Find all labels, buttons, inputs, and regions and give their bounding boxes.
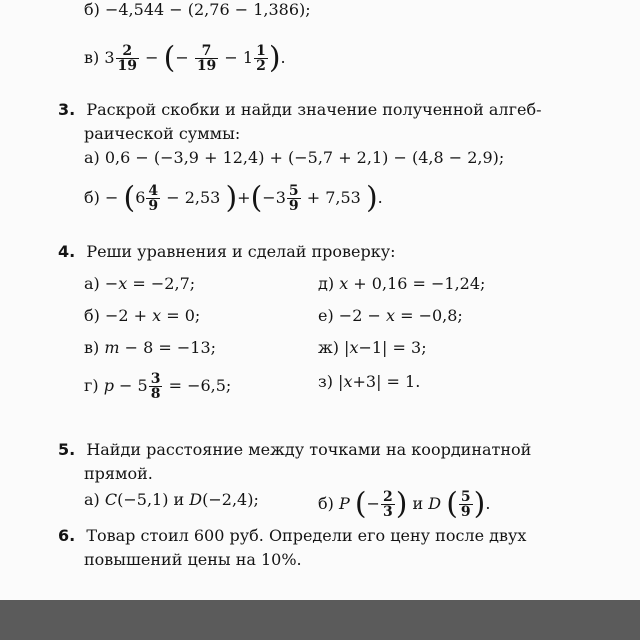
eq-label: б) — [318, 494, 339, 513]
fraction-2-19 — [116, 44, 139, 73]
problem-4b — [84, 306, 200, 326]
eq-rest: = 0; — [161, 306, 201, 325]
paren-right: ) — [225, 180, 238, 216]
eq-var: x — [343, 372, 353, 391]
problem-5a — [84, 490, 259, 510]
frac-num: 2 — [382, 489, 393, 505]
problem-4g — [84, 372, 231, 401]
p2v-mid: − 1 — [224, 48, 254, 67]
eq-mid: − 5 — [113, 376, 148, 395]
problem-3b — [84, 180, 383, 216]
problem-6-line2: повышений цены на 10%. — [84, 550, 302, 569]
eq-label: ж) | — [318, 338, 350, 357]
problem-number: 4. — [58, 242, 76, 261]
point-name: P — [338, 494, 350, 513]
frac-den: 2 — [256, 58, 266, 74]
eq-rest: = −2,7; — [127, 274, 196, 293]
eq-label: е) −2 − — [318, 306, 386, 325]
eq-var: p — [103, 376, 114, 395]
eq-var: x — [339, 274, 349, 293]
eq-label: в) — [84, 338, 105, 357]
bottom-bar — [0, 600, 640, 640]
problem-3-line2: раической суммы: — [84, 124, 241, 143]
p2v-minus: − — [145, 48, 159, 67]
fraction-7-19 — [195, 44, 218, 73]
p3b-mid1: − 2,53 — [166, 188, 221, 207]
p3b-plus: + — [237, 188, 251, 207]
p3b-mid2: + 7,53 — [306, 188, 361, 207]
paren-right: ) — [268, 40, 281, 76]
problem-3-text: Раскрой скобки и найди значение полученной алгеб- — [86, 100, 542, 119]
frac-num: 4 — [148, 183, 159, 199]
problem-3a: а) 0,6 − (−3,9 + 12,4) + (−5,7 + 2,1) − (4,8 − 2,9); — [84, 148, 505, 167]
problem-4a — [84, 274, 195, 294]
p2v-minus2: − — [175, 48, 189, 67]
problem-4e — [318, 306, 463, 326]
problem-4-line1 — [58, 242, 396, 262]
problem-4-text: Реши уравнения и сделай проверку: — [86, 242, 396, 261]
problem-4z — [318, 372, 420, 392]
eq-var: x — [349, 338, 359, 357]
paren-left: ( — [163, 40, 176, 76]
frac-num: 5 — [288, 183, 299, 199]
problem-number: 5. — [58, 440, 76, 459]
eq-var: m — [104, 338, 120, 357]
p3b-label: б) − — [84, 188, 119, 207]
minus: − — [366, 494, 380, 513]
problem-6-text: Товар стоил 600 руб. Определи его цену после двух — [86, 526, 527, 545]
frac-den: 9 — [148, 198, 159, 214]
frac-num: 7 — [195, 44, 218, 59]
eq-label: г) — [84, 376, 104, 395]
eq-var: x — [385, 306, 395, 325]
fraction-1-2 — [254, 44, 268, 73]
eq-label: з) | — [318, 372, 344, 391]
paren-right: ) — [473, 486, 486, 522]
eq-var: x — [152, 306, 162, 325]
p3b-whole2: −3 — [262, 188, 286, 207]
fraction-2-3 — [381, 490, 395, 519]
frac-den: 8 — [150, 386, 161, 402]
fraction-4-9 — [146, 184, 160, 213]
p2v-label: в) 3 — [84, 48, 115, 67]
problem-2v — [84, 40, 286, 76]
point-coord: (−5,1) и — [117, 490, 190, 509]
frac-num: 3 — [150, 371, 161, 387]
problem-5-line2: прямой. — [84, 464, 153, 483]
paren-right: ) — [365, 180, 378, 216]
paren-left: ( — [250, 180, 263, 216]
frac-num: 5 — [460, 489, 471, 505]
eq-rest: = −6,5; — [163, 376, 232, 395]
paren-right: ) — [395, 486, 408, 522]
eq-rest: = −0,8; — [395, 306, 463, 325]
problem-number: 6. — [58, 526, 76, 545]
point-coord: (−2,4); — [202, 490, 259, 509]
frac-num: 2 — [116, 44, 139, 59]
point-name: D — [189, 490, 203, 509]
fraction-5-9 — [287, 184, 301, 213]
eq-rest: +3| = 1. — [352, 372, 421, 391]
p3b-whole: 6 — [135, 188, 146, 207]
eq-rest: − 8 = −13; — [119, 338, 217, 357]
eq-rest: + 0,16 = −1,24; — [348, 274, 486, 293]
problem-4d — [318, 274, 485, 294]
eq-label: а) — [84, 490, 105, 509]
problem-4v — [84, 338, 216, 358]
problem-2b: б) −4,544 − (2,76 − 1,386); — [84, 0, 311, 19]
paren-left: ( — [123, 180, 136, 216]
period: . — [377, 188, 383, 207]
period: . — [280, 48, 286, 67]
eq-var: −x — [104, 274, 128, 293]
problem-5-text: Найди расстояние между точками на координатной — [86, 440, 532, 459]
problem-4zh — [318, 338, 427, 358]
fraction-3-8 — [149, 372, 163, 401]
problem-number: 3. — [58, 100, 76, 119]
eq-label: а) — [84, 274, 105, 293]
frac-den: 3 — [382, 504, 393, 520]
frac-den: 19 — [196, 58, 217, 74]
problem-5b — [318, 486, 491, 522]
period: . — [485, 494, 491, 513]
frac-num: 1 — [256, 43, 266, 59]
frac-den: 9 — [288, 198, 299, 214]
and-word: и — [407, 494, 429, 513]
problem-5-line1 — [58, 440, 531, 460]
paren-left: ( — [446, 486, 458, 522]
problem-3-line1 — [58, 100, 541, 120]
frac-den: 9 — [460, 504, 471, 520]
fraction-5-9 — [459, 490, 473, 519]
eq-rest: −1| = 3; — [358, 338, 427, 357]
point-name: C — [104, 490, 118, 509]
point-name: D — [428, 494, 442, 513]
frac-den: 19 — [117, 58, 137, 74]
paren-left: ( — [354, 486, 367, 522]
eq-label: д) — [318, 274, 340, 293]
eq-label: б) −2 + — [84, 306, 153, 325]
problem-6-line1 — [58, 526, 526, 546]
